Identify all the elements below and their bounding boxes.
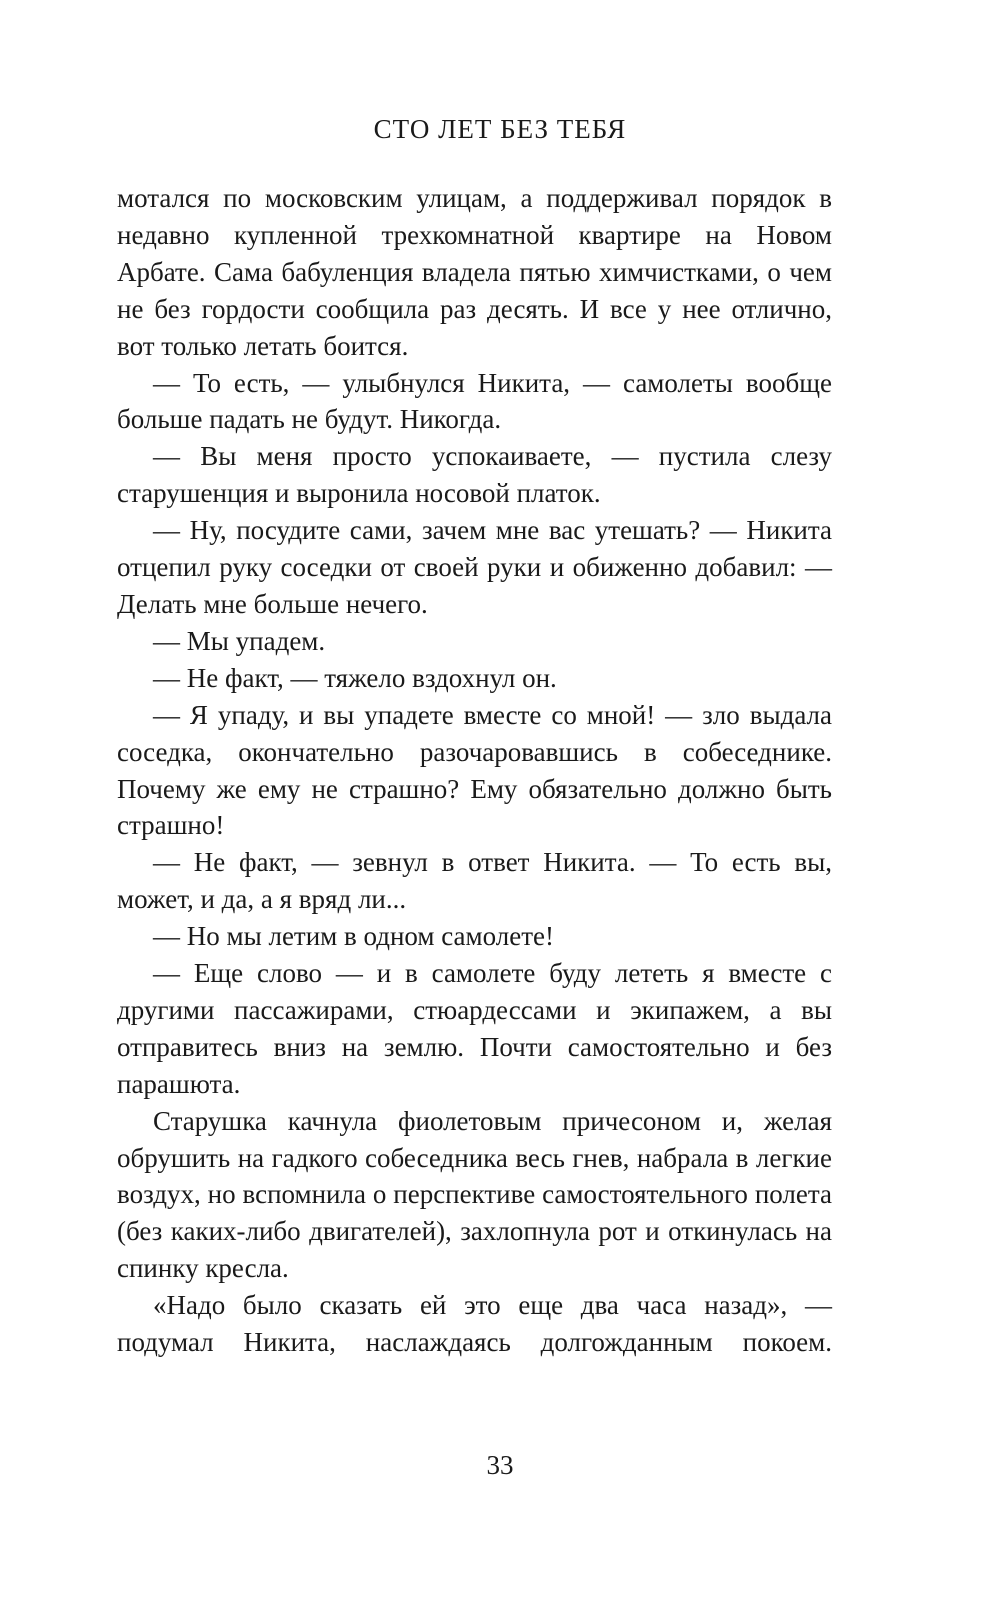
- paragraph-8: — Не факт, — зевнул в ответ Никита. — То есть вы, может, и да, а я вряд ли...: [117, 847, 832, 915]
- paragraph-11: Старушка качнула фиолетовым причесоном и, желая обрушить на гадкого собеседника весь гнев, набрала в легкие воздух, но вспомнила о перспективе самостоятельного полета (без каких-либо двигателей), захлопнула рот и откинулась на спинку кресла.: [117, 1105, 832, 1284]
- paragraph-2: — То есть, — улыбнулся Никита, — самолеты вообще больше падать не будут. Никогда.: [117, 367, 832, 435]
- paragraph-9: — Но мы летим в одном самолете!: [153, 921, 555, 952]
- paragraph-6: — Не факт, — тяжело вздохнул он.: [153, 662, 557, 693]
- running-head: СТО ЛЕТ БЕЗ ТЕБЯ: [373, 114, 627, 144]
- body-text: [117, 180, 832, 1361]
- paragraph-7: — Я упаду, и вы упадете вместе со мной! — зло выдала соседка, окончательно разочаровавшись в собеседнике. Почему же ему не страшно? Ему обязательно должно быть страшно!: [117, 699, 832, 841]
- paragraph-1: мотался по московским улицам, а поддерживал порядок в недавно купленной трехкомнатной квартире на Новом Арбате. Сама бабуленция владела пятью химчистками, о чем не без гордости сообщила раз десять. И все у нее отлично, вот только летать боится.: [117, 183, 832, 361]
- paragraph-3: — Вы меня просто успокаиваете, — пустила слезу старушенция и выронила носовой платок.: [117, 441, 832, 509]
- paragraph-12: «Надо было сказать ей это еще два часа назад», — подумал Никита, наслаждаясь долгожданным покоем.: [117, 1290, 832, 1358]
- paragraph-10: — Еще слово — и в самолете буду лететь я вместе с другими пассажирами, стюардессами и экипажем, а вы отправитесь вниз на землю. Почти самостоятельно и без парашюта.: [117, 958, 832, 1099]
- paragraph-5: — Мы упадем.: [153, 625, 326, 656]
- page-number: 33: [486, 1450, 514, 1480]
- paragraph-4: — Ну, посудите сами, зачем мне вас утешать? — Никита отцепил руку соседки от своей руки и обиженно добавил: — Делать мне больше нечего.: [117, 515, 832, 619]
